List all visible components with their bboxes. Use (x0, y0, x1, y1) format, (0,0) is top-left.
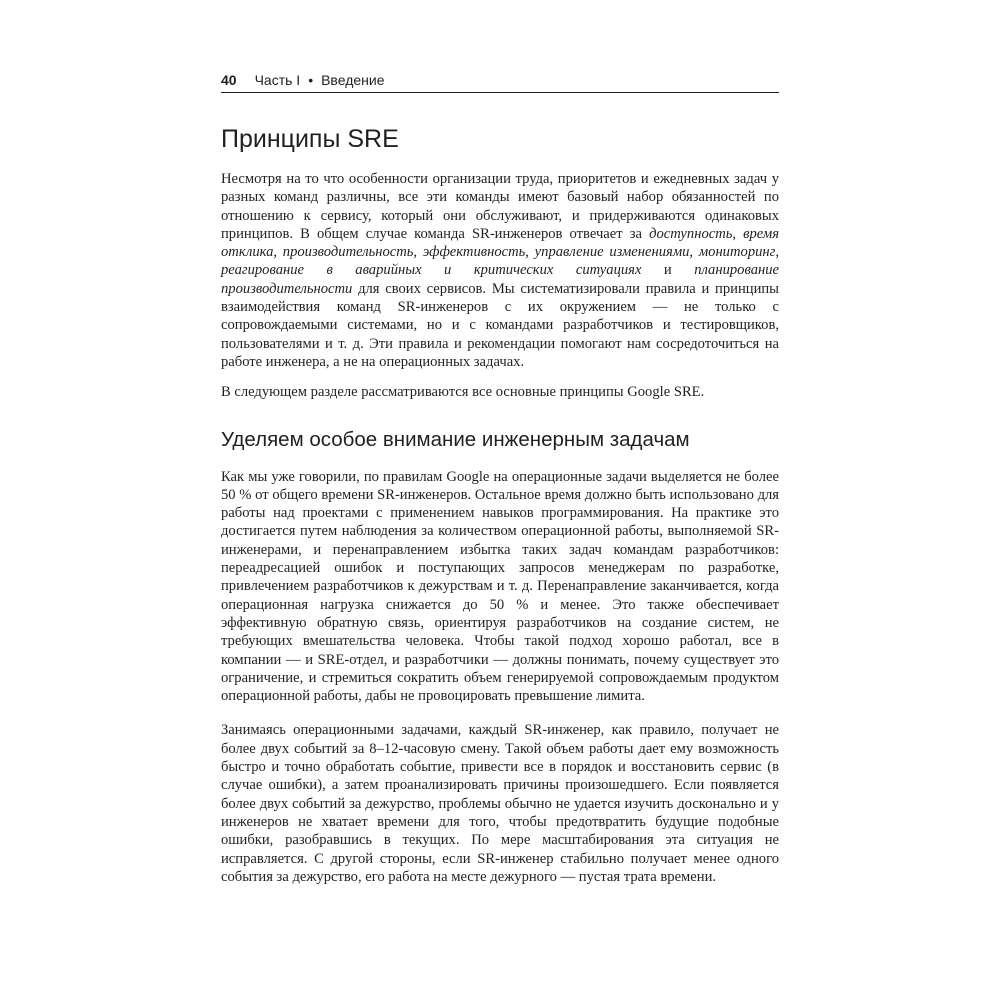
paragraph-intro-text-3: для своих сервисов. Мы систематизировали правила и принципы взаимодействия команд SR-инженеров с их окружением — не только с сопровождаемыми системами, но и с командами разработчиков и тестировщиков, пользователями и т. д. Эти правила и рекомендации помогают нам сосредоточиться на работе инженера, а не на операционных задачах. (221, 280, 779, 370)
section-heading: Принципы SRE (221, 125, 399, 153)
paragraph-intro-text-1: Несмотря на то что особенности организации труда, приоритетов и ежедневных задач у разных команд различны, все эти команды имеют базовый набор обязанностей по отношению к сервису, который они обслуживают, и придерживаются одинаковых принципов. В общем случае команда SR-инженеров отвечает за (221, 171, 779, 242)
running-header (221, 70, 779, 93)
header-bullet: • (308, 72, 314, 88)
page-number: 40 (221, 72, 237, 88)
paragraph-intro-text-2: и (641, 262, 695, 279)
paragraph-oncall-events: Занимаясь операционными задачами, каждый SR-инженер, как правило, получает не более двух событий за 8–12-часовую смену. Такой объем работы дает ему возможность быстро и точно обработать событие, привести все в порядок и восстановить сервис (в случае ошибки), а затем проанализировать причины произошедшего. Если появляется более двух событий за дежурство, проблемы обычно не удается изучить досконально и у инженеров не хватает времени для того, чтобы предотвратить будущие подобные ошибки, разобравшись в текущих. По мере масштабирования эта ситуация не исправляется. С другой стороны, если SR-инженер стабильно получает менее одного события за дежурство, его работа на месте дежурного — пустая трата времени. (221, 722, 779, 885)
responsibilities-italic: доступность, время отклика, производительность, эффективность, управление изменениями, мониторинг, реагирование в аварийных и критических ситуациях (221, 225, 779, 279)
paragraph-intro (221, 170, 779, 371)
part-label: Часть I (254, 72, 301, 88)
subsection-heading: Уделяем особое внимание инженерным задачам (221, 427, 690, 451)
paragraph-next-section: В следующем разделе рассматриваются все основные принципы Google SRE. (221, 384, 705, 401)
section-label: Введение (321, 72, 385, 88)
capacity-planning-italic: планирование производительности (221, 262, 779, 297)
page-content (221, 122, 779, 898)
paragraph-engineering-focus: Как мы уже говорили, по правилам Google на операционные задачи выделяется не более 50 % от общего времени SR-инженеров. Остальное время должно быть использовано для работы над проектами с применением навыков программирования. На практике это достигается путем наблюдения за количеством операционной работы, выполняемой SR-инженерами, и перенаправлением избытка таких задач командам разработчиков: переадресацией ошибок и поступающих запросов менеджерам по разработке, привлечением разработчиков к дежурствам и т. д. Перенаправление заканчивается, когда операционная нагрузка снижается до 50 % и менее. Это также обеспечивает эффективную обратную связь, ориентируя разработчиков на создание систем, не требующих вмешательства человека. Чтобы такой подход хорошо работал, все в компании — и SRE-отдел, и разработчики — должны понимать, почему существует это ограничение, и стремиться сократить объем генерируемой сопровождаемым продуктом операционной работы, дабы не провоцировать превышение лимита. (221, 468, 779, 705)
